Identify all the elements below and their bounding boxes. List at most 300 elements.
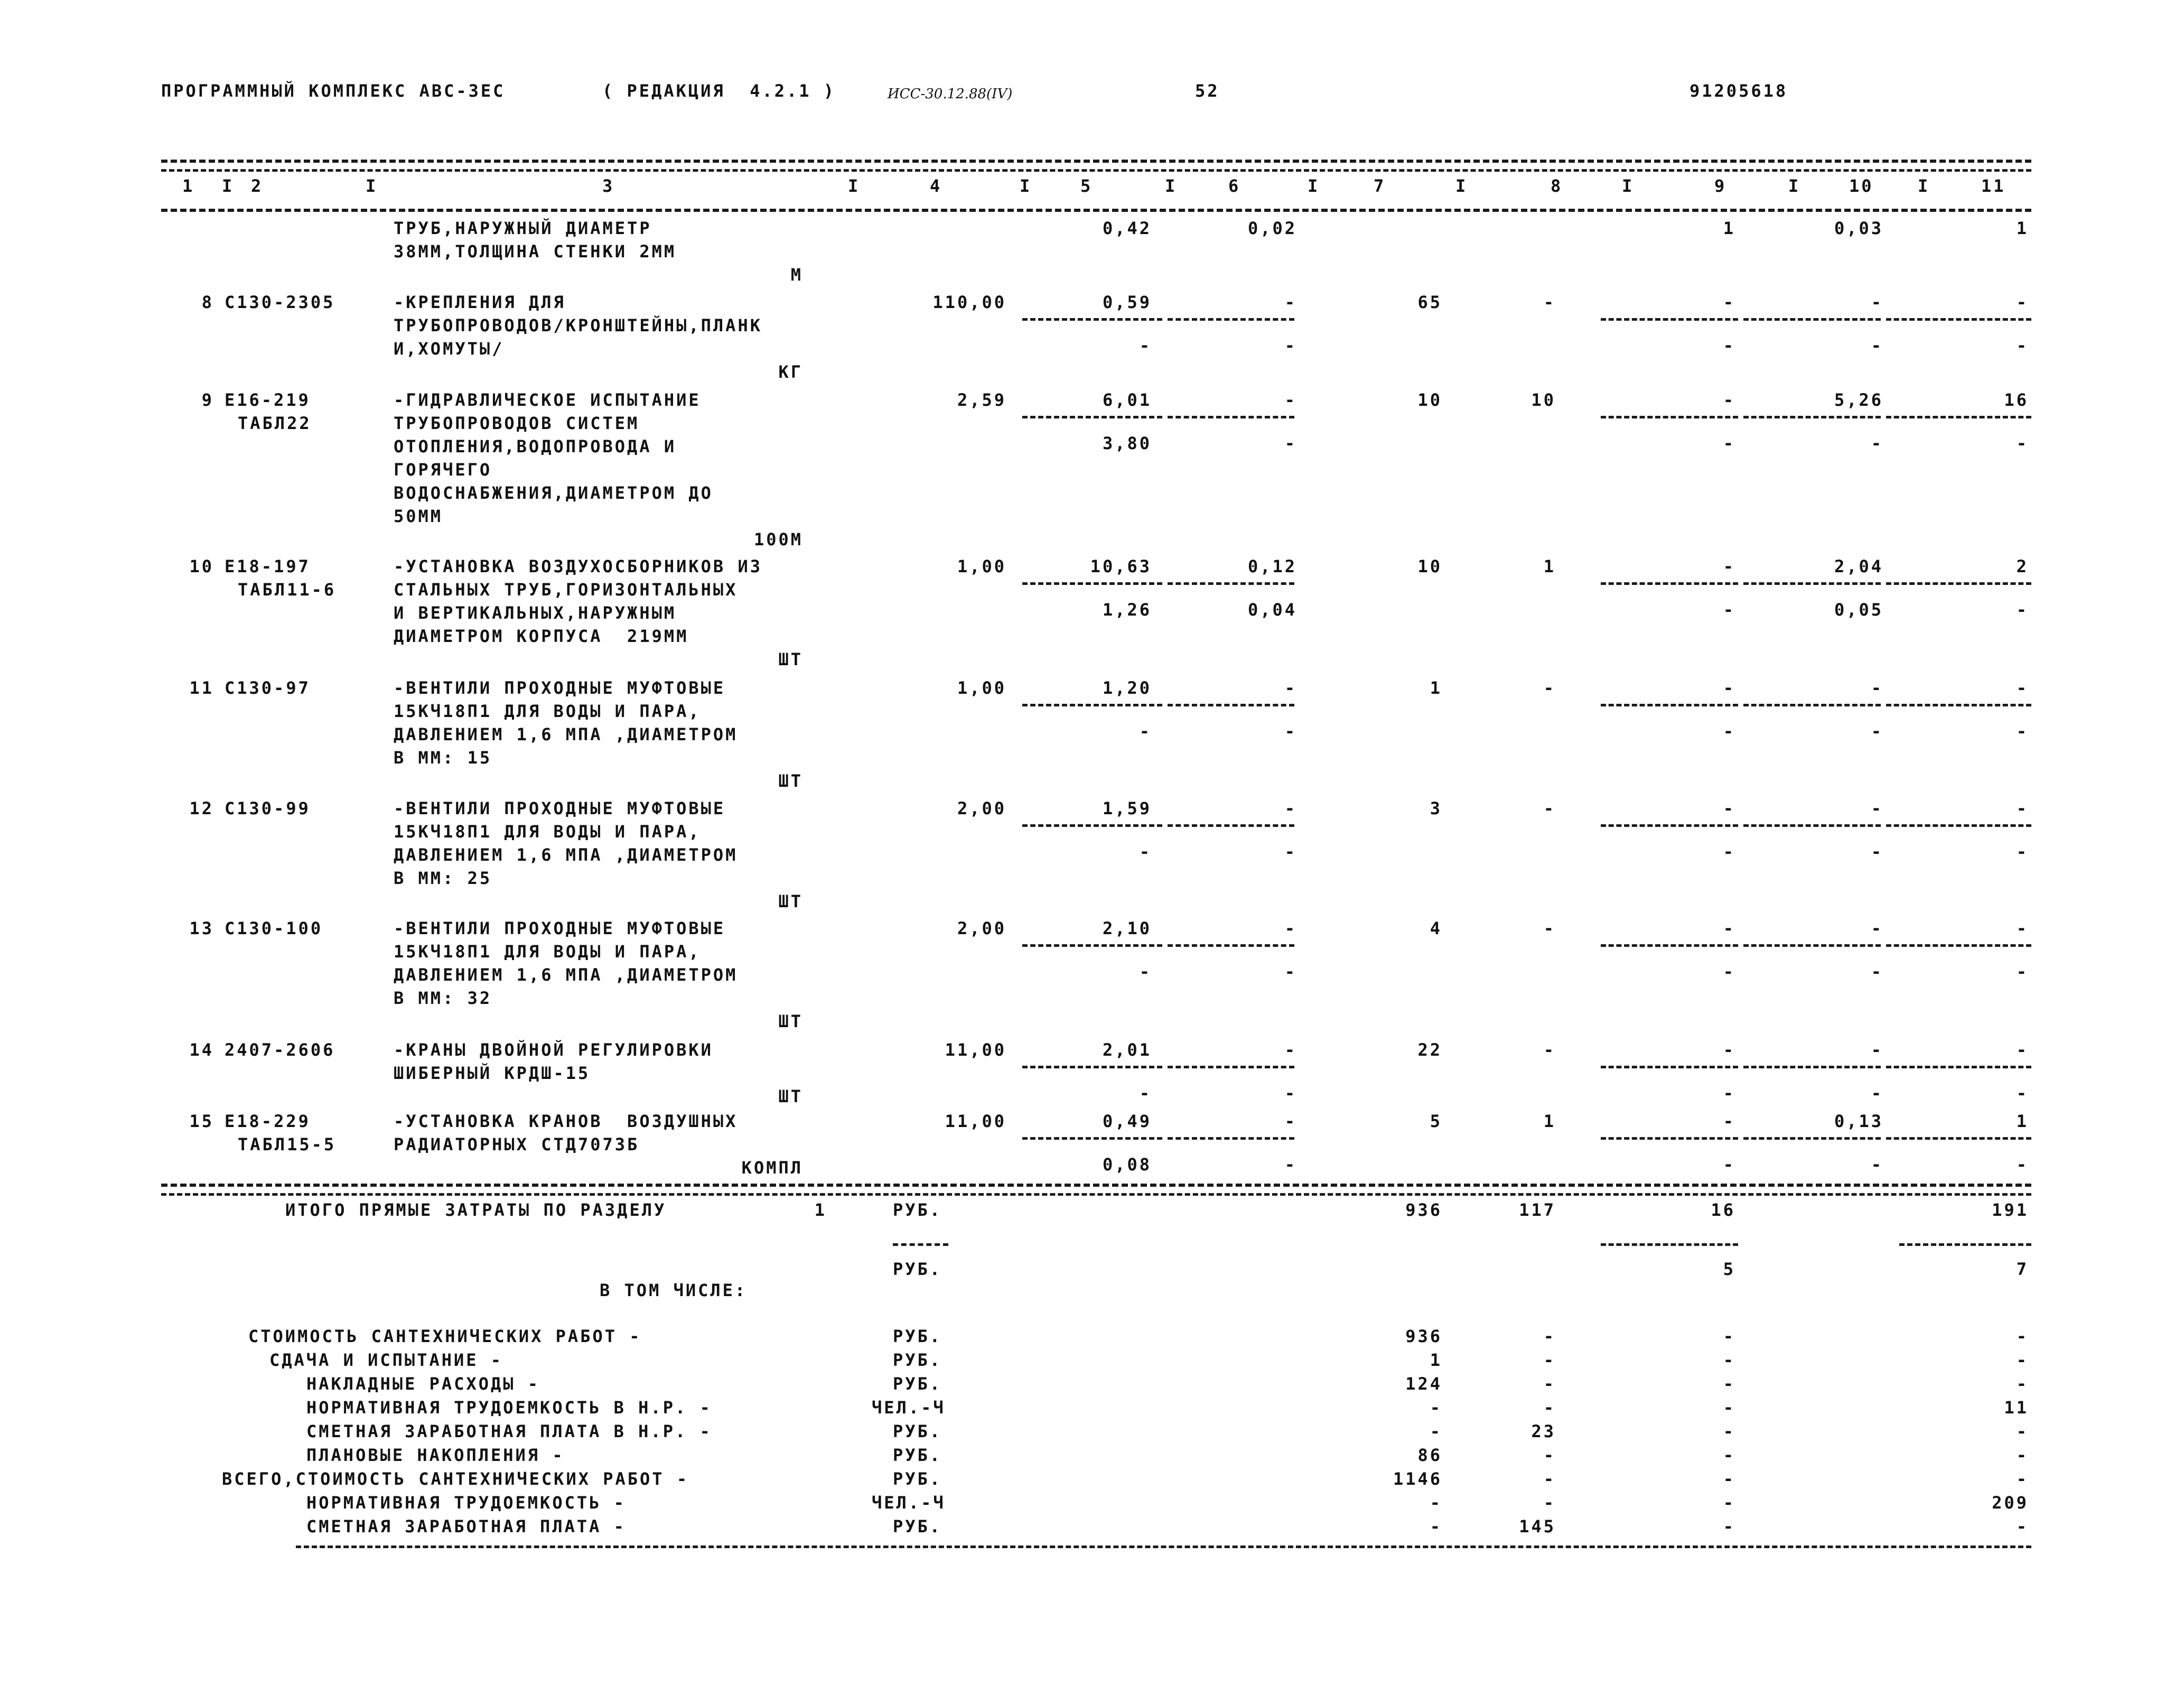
value-c8: 1 xyxy=(1543,556,1556,576)
split-rule xyxy=(1743,318,1881,321)
summary-c11: - xyxy=(2016,1469,2029,1489)
split-rule xyxy=(1168,318,1294,321)
split-rule xyxy=(1022,704,1162,706)
summary-c11: 11 xyxy=(2004,1398,2029,1418)
work-description: -ГИДРАВЛИЧЕСКОЕ ИСПЫТАНИЕ xyxy=(394,390,701,410)
value-c7: 10 xyxy=(1417,556,1442,576)
value-c10a: 5,26 xyxy=(1834,390,1883,410)
work-description: ГОРЯЧЕГО xyxy=(394,460,492,480)
column-number: 8 xyxy=(1551,176,1563,196)
row-number: 13 xyxy=(189,918,214,938)
value-c8: 10 xyxy=(1531,390,1556,410)
unit-of-measure: М xyxy=(790,265,803,285)
split-rule xyxy=(1743,416,1881,418)
column-separator: I xyxy=(1308,176,1320,196)
work-description: -ВЕНТИЛИ ПРОХОДНЫЕ МУФТОВЫЕ xyxy=(394,918,726,938)
rate-code: С130-100 xyxy=(225,918,323,938)
value-c6b: - xyxy=(1284,721,1297,741)
value-c5b: - xyxy=(1139,336,1152,356)
column-separator: I xyxy=(1455,176,1468,196)
summary-label: НОРМАТИВНАЯ ТРУДОЕМКОСТЬ В Н.Р. - xyxy=(306,1398,712,1418)
value-c11a: - xyxy=(2016,678,2029,698)
value-c9b: - xyxy=(1723,962,1735,982)
column-separator: I xyxy=(1165,176,1178,196)
split-rule xyxy=(1743,944,1881,947)
summary-c9: - xyxy=(1723,1398,1735,1418)
document-number: 91205618 xyxy=(1690,81,1788,101)
summary-c11: - xyxy=(2016,1326,2029,1346)
row-number: 10 xyxy=(189,556,214,576)
split-rule xyxy=(1601,416,1738,418)
work-description: РАДИАТОРНЫХ СТД7073Б xyxy=(394,1134,640,1155)
column-separator: I xyxy=(1918,176,1930,196)
value-c11b: - xyxy=(2016,1083,2029,1103)
summary-c8: 23 xyxy=(1531,1421,1556,1441)
value-c8: - xyxy=(1543,1040,1556,1060)
summary-unit: РУБ. xyxy=(893,1374,942,1394)
summary-label: ПЛАНОВЫЕ НАКОПЛЕНИЯ - xyxy=(306,1445,565,1465)
value-c6b: - xyxy=(1284,336,1297,356)
value-c6a: 0,12 xyxy=(1247,556,1297,576)
summary-c7: - xyxy=(1430,1493,1442,1513)
value-c6b: - xyxy=(1284,962,1297,982)
summary-label: НАКЛАДНЫЕ РАСХОДЫ - xyxy=(306,1374,540,1394)
split-rule xyxy=(1601,704,1738,706)
work-description: В ММ: 15 xyxy=(394,748,492,768)
quantity: 11,00 xyxy=(945,1040,1006,1060)
work-description: 38ММ,ТОЛЩИНА СТЕНКИ 2ММ xyxy=(394,241,677,262)
value-c9b: - xyxy=(1723,1083,1735,1103)
split-rule xyxy=(1743,1137,1881,1140)
summary-unit: РУБ. xyxy=(893,1445,942,1465)
value-c9a: 1 xyxy=(1723,218,1735,238)
summary-c11: - xyxy=(2016,1421,2029,1441)
summary-c9: - xyxy=(1723,1326,1735,1346)
summary-unit: РУБ. xyxy=(893,1350,942,1370)
column-number: 4 xyxy=(930,176,942,196)
value-c9a: - xyxy=(1723,918,1735,938)
totals-split-rule xyxy=(1899,1243,2031,1246)
summary-unit: РУБ. xyxy=(893,1469,942,1489)
value-c5a: 0,42 xyxy=(1102,218,1152,238)
value-c11b: - xyxy=(2016,842,2029,862)
work-description: -КРЕПЛЕНИЯ ДЛЯ xyxy=(394,292,566,312)
split-rule xyxy=(1886,944,2031,947)
totals-rule-2 xyxy=(161,1193,2031,1196)
split-rule xyxy=(1601,582,1738,585)
split-rule xyxy=(1022,582,1162,585)
work-description: ДАВЛЕНИЕМ 1,6 МПА ,ДИАМЕТРОМ xyxy=(394,845,738,865)
split-rule xyxy=(1743,824,1881,827)
summary-c7: 1 xyxy=(1430,1350,1442,1370)
quantity: 110,00 xyxy=(932,292,1006,312)
header-bottom-rule xyxy=(161,209,2031,212)
summary-c9: - xyxy=(1723,1493,1735,1513)
value-c6a: - xyxy=(1284,1111,1297,1131)
value-c6b: - xyxy=(1284,1083,1297,1103)
including-label: В ТОМ ЧИСЛЕ: xyxy=(600,1280,748,1300)
value-c6b: - xyxy=(1284,1155,1297,1175)
quantity: 1,00 xyxy=(957,678,1006,698)
split-rule xyxy=(1022,1137,1162,1140)
value-c11b: - xyxy=(2016,721,2029,741)
program-name: ПРОГРАММНЫЙ КОМПЛЕКС АВС-3ЕС xyxy=(161,81,506,101)
summary-c9: - xyxy=(1723,1469,1735,1489)
summary-unit: РУБ. xyxy=(893,1421,942,1441)
value-c10b: - xyxy=(1871,336,1883,356)
quantity: 2,00 xyxy=(957,798,1006,818)
table-top-rule xyxy=(161,160,2031,163)
handwritten-note: ИСС-30.12.88(IV) xyxy=(888,86,1013,102)
work-description: И ВЕРТИКАЛЬНЫХ,НАРУЖНЫМ xyxy=(394,603,677,623)
column-separator: I xyxy=(848,176,861,196)
summary-c8: - xyxy=(1543,1493,1556,1513)
value-c8: 1 xyxy=(1543,1111,1556,1131)
summary-c9: - xyxy=(1723,1421,1735,1441)
unit-of-measure: ШТ xyxy=(778,771,803,791)
totals-split-rule xyxy=(1601,1243,1738,1246)
work-description: В ММ: 32 xyxy=(394,988,492,1008)
value-c9a: - xyxy=(1723,292,1735,312)
split-rule xyxy=(1022,1066,1162,1068)
summary-c11: - xyxy=(2016,1445,2029,1465)
totals-c9b: 5 xyxy=(1723,1259,1735,1279)
split-rule xyxy=(1168,582,1294,585)
split-rule xyxy=(1743,704,1881,706)
value-c10b: 0,05 xyxy=(1834,600,1883,620)
value-c8: - xyxy=(1543,798,1556,818)
work-description: -УСТАНОВКА КРАНОВ ВОЗДУШНЫХ xyxy=(394,1111,738,1131)
rate-code: С130-97 xyxy=(225,678,311,698)
work-description: 15КЧ18П1 ДЛЯ ВОДЫ И ПАРА, xyxy=(394,942,701,962)
unit-of-measure: ШТ xyxy=(778,1011,803,1031)
value-c9a: - xyxy=(1723,390,1735,410)
column-separator: I xyxy=(1788,176,1801,196)
value-c11a: - xyxy=(2016,1040,2029,1060)
value-c5b: - xyxy=(1139,962,1152,982)
totals-split-rule xyxy=(893,1243,948,1246)
summary-c8: - xyxy=(1543,1445,1556,1465)
value-c7: 4 xyxy=(1430,918,1442,938)
value-c5a: 0,49 xyxy=(1102,1111,1152,1131)
summary-label: СТОИМОСТЬ САНТЕХНИЧЕСКИХ РАБОТ - xyxy=(248,1326,642,1346)
split-rule xyxy=(1022,824,1162,827)
summary-c8: - xyxy=(1543,1469,1556,1489)
split-rule xyxy=(1886,1066,2031,1068)
value-c10a: - xyxy=(1871,292,1883,312)
bottom-rule xyxy=(296,1546,2031,1548)
rate-table: ТАБЛ22 xyxy=(238,413,312,433)
value-c6a: - xyxy=(1284,918,1297,938)
totals-c8: 117 xyxy=(1519,1200,1556,1220)
split-rule xyxy=(1601,1066,1738,1068)
value-c5b: 0,08 xyxy=(1102,1155,1152,1175)
unit-of-measure: ШТ xyxy=(778,649,803,669)
value-c6a: - xyxy=(1284,798,1297,818)
value-c10a: 0,03 xyxy=(1834,218,1883,238)
value-c8: - xyxy=(1543,292,1556,312)
work-description: 50ММ xyxy=(394,506,443,526)
unit-of-measure: КОМПЛ xyxy=(741,1158,803,1178)
split-rule xyxy=(1886,416,2031,418)
split-rule xyxy=(1022,416,1162,418)
value-c11a: 1 xyxy=(2016,218,2029,238)
value-c11a: - xyxy=(2016,798,2029,818)
work-description: ДАВЛЕНИЕМ 1,6 МПА ,ДИАМЕТРОМ xyxy=(394,724,738,744)
row-number: 12 xyxy=(189,798,214,818)
value-c11a: 2 xyxy=(2016,556,2029,576)
value-c7: 22 xyxy=(1417,1040,1442,1060)
value-c10a: 2,04 xyxy=(1834,556,1883,576)
totals-rule xyxy=(161,1184,2031,1187)
split-rule xyxy=(1601,944,1738,947)
totals-c7: 936 xyxy=(1405,1200,1442,1220)
summary-c7: - xyxy=(1430,1398,1442,1418)
summary-c7: 1146 xyxy=(1393,1469,1442,1489)
value-c10a: - xyxy=(1871,798,1883,818)
work-description: СТАЛЬНЫХ ТРУБ,ГОРИЗОНТАЛЬНЫХ xyxy=(394,580,738,600)
column-number: 10 xyxy=(1849,176,1874,196)
value-c6b: 0,04 xyxy=(1247,600,1297,620)
value-c7: 10 xyxy=(1417,390,1442,410)
value-c11b: - xyxy=(2016,1155,2029,1175)
value-c5a: 0,59 xyxy=(1102,292,1152,312)
split-rule xyxy=(1743,1066,1881,1068)
value-c9b: - xyxy=(1723,1155,1735,1175)
table-top-rule-2 xyxy=(161,169,2031,172)
split-rule xyxy=(1601,1137,1738,1140)
work-description: ШИБЕРНЫЙ КРДШ-15 xyxy=(394,1063,591,1083)
work-description: ДАВЛЕНИЕМ 1,6 МПА ,ДИАМЕТРОМ xyxy=(394,965,738,985)
value-c11a: - xyxy=(2016,918,2029,938)
rate-code: 2407-2606 xyxy=(225,1040,335,1060)
split-rule xyxy=(1168,416,1294,418)
totals-unit-2: РУБ. xyxy=(893,1259,942,1279)
value-c9b: - xyxy=(1723,721,1735,741)
value-c5b: 3,80 xyxy=(1102,433,1152,453)
summary-c8: - xyxy=(1543,1374,1556,1394)
value-c9a: - xyxy=(1723,1111,1735,1131)
column-number: 1 xyxy=(182,176,195,196)
summary-c8: - xyxy=(1543,1350,1556,1370)
column-separator: I xyxy=(222,176,235,196)
edition-label: ( РЕДАКЦИЯ 4.2.1 ) xyxy=(602,81,836,101)
totals-c9: 16 xyxy=(1711,1200,1735,1220)
work-description: И,ХОМУТЫ/ xyxy=(394,339,505,359)
row-number: 8 xyxy=(201,292,214,312)
work-description: ОТОПЛЕНИЯ,ВОДОПРОВОДА И xyxy=(394,436,677,457)
work-description: -ВЕНТИЛИ ПРОХОДНЫЕ МУФТОВЫЕ xyxy=(394,678,726,698)
totals-label: ИТОГО ПРЯМЫЕ ЗАТРАТЫ ПО РАЗДЕЛУ xyxy=(285,1200,667,1220)
row-number: 11 xyxy=(189,678,214,698)
page-number: 52 xyxy=(1195,81,1220,101)
work-description: ВОДОСНАБЖЕНИЯ,ДИАМЕТРОМ ДО xyxy=(394,483,713,503)
split-rule xyxy=(1168,824,1294,827)
value-c5b: - xyxy=(1139,1083,1152,1103)
value-c10a: - xyxy=(1871,678,1883,698)
value-c6a: - xyxy=(1284,292,1297,312)
quantity: 11,00 xyxy=(945,1111,1006,1131)
work-description: ТРУБОПРОВОДОВ СИСТЕМ xyxy=(394,413,640,433)
value-c9b: - xyxy=(1723,842,1735,862)
value-c6b: - xyxy=(1284,433,1297,453)
unit-of-measure: ШТ xyxy=(778,891,803,911)
value-c9b: - xyxy=(1723,336,1735,356)
value-c10a: - xyxy=(1871,1040,1883,1060)
summary-c11: - xyxy=(2016,1350,2029,1370)
summary-c7: 936 xyxy=(1405,1326,1442,1346)
unit-of-measure: ШТ xyxy=(778,1086,803,1106)
split-rule xyxy=(1886,1137,2031,1140)
value-c11b: - xyxy=(2016,600,2029,620)
summary-c7: 124 xyxy=(1405,1374,1442,1394)
totals-c11: 191 xyxy=(1992,1200,2029,1220)
column-number: 9 xyxy=(1714,176,1727,196)
value-c5a: 1,59 xyxy=(1102,798,1152,818)
row-number: 15 xyxy=(189,1111,214,1131)
rate-table: ТАБЛ15-5 xyxy=(238,1134,337,1155)
summary-c9: - xyxy=(1723,1516,1735,1537)
value-c11a: 16 xyxy=(2004,390,2029,410)
summary-c11: - xyxy=(2016,1374,2029,1394)
value-c9a: - xyxy=(1723,1040,1735,1060)
summary-c7: 86 xyxy=(1417,1445,1442,1465)
value-c7: 3 xyxy=(1430,798,1442,818)
value-c10b: - xyxy=(1871,433,1883,453)
value-c10b: - xyxy=(1871,842,1883,862)
unit-of-measure: КГ xyxy=(778,362,803,382)
value-c10b: - xyxy=(1871,962,1883,982)
column-number: 11 xyxy=(1981,176,2006,196)
value-c6a: - xyxy=(1284,1040,1297,1060)
summary-c9: - xyxy=(1723,1445,1735,1465)
split-rule xyxy=(1168,704,1294,706)
row-number: 9 xyxy=(201,390,214,410)
rate-code: Е16-219 xyxy=(225,390,311,410)
value-c7: 1 xyxy=(1430,678,1442,698)
unit-of-measure: 100М xyxy=(753,529,803,550)
split-rule xyxy=(1022,944,1162,947)
value-c5b: - xyxy=(1139,721,1152,741)
value-c10a: - xyxy=(1871,918,1883,938)
column-number: 7 xyxy=(1374,176,1386,196)
summary-c8: - xyxy=(1543,1326,1556,1346)
summary-c11: - xyxy=(2016,1516,2029,1537)
rate-code: Е18-229 xyxy=(225,1111,311,1131)
value-c5b: 1,26 xyxy=(1102,600,1152,620)
value-c5a: 10,63 xyxy=(1090,556,1152,576)
value-c5a: 6,01 xyxy=(1102,390,1152,410)
value-c11a: 1 xyxy=(2016,1111,2029,1131)
work-description: 15КЧ18П1 ДЛЯ ВОДЫ И ПАРА, xyxy=(394,822,701,842)
value-c9b: - xyxy=(1723,433,1735,453)
value-c8: - xyxy=(1543,918,1556,938)
summary-c7: - xyxy=(1430,1421,1442,1441)
quantity: 2,59 xyxy=(957,390,1006,410)
column-separator: I xyxy=(1622,176,1635,196)
rate-code: С130-99 xyxy=(225,798,311,818)
value-c11b: - xyxy=(2016,433,2029,453)
summary-unit: РУБ. xyxy=(893,1516,942,1537)
summary-unit: РУБ. xyxy=(893,1326,942,1346)
summary-label: ВСЕГО,СТОИМОСТЬ САНТЕХНИЧЕСКИХ РАБОТ - xyxy=(222,1469,689,1489)
split-rule xyxy=(1168,1137,1294,1140)
value-c10b: - xyxy=(1871,1155,1883,1175)
totals-c11b: 7 xyxy=(2016,1259,2029,1279)
split-rule xyxy=(1168,944,1294,947)
column-separator: I xyxy=(1020,176,1032,196)
split-rule xyxy=(1886,318,2031,321)
value-c6a: 0,02 xyxy=(1247,218,1297,238)
summary-c8: - xyxy=(1543,1398,1556,1418)
summary-c9: - xyxy=(1723,1374,1735,1394)
value-c11a: - xyxy=(2016,292,2029,312)
value-c7: 65 xyxy=(1417,292,1442,312)
row-number: 14 xyxy=(189,1040,214,1060)
value-c11b: - xyxy=(2016,336,2029,356)
split-rule xyxy=(1886,582,2031,585)
value-c6a: - xyxy=(1284,390,1297,410)
summary-c7: - xyxy=(1430,1516,1442,1537)
column-number: 5 xyxy=(1080,176,1093,196)
work-description: 15КЧ18П1 ДЛЯ ВОДЫ И ПАРА, xyxy=(394,701,701,721)
split-rule xyxy=(1168,1066,1294,1068)
value-c7: 5 xyxy=(1430,1111,1442,1131)
rate-table: ТАБЛ11-6 xyxy=(238,580,337,600)
split-rule xyxy=(1886,704,2031,706)
work-description: В ММ: 25 xyxy=(394,868,492,888)
summary-label: СМЕТНАЯ ЗАРАБОТНАЯ ПЛАТА - xyxy=(306,1516,626,1537)
column-number: 2 xyxy=(251,176,264,196)
value-c9a: - xyxy=(1723,556,1735,576)
summary-label: СДАЧА И ИСПЫТАНИЕ - xyxy=(269,1350,503,1370)
split-rule xyxy=(1022,318,1162,321)
split-rule xyxy=(1743,582,1881,585)
totals-unit: РУБ. xyxy=(893,1200,942,1220)
work-description: ДИАМЕТРОМ КОРПУСА 219ММ xyxy=(394,626,689,646)
value-c5a: 2,01 xyxy=(1102,1040,1152,1060)
split-rule xyxy=(1601,824,1738,827)
value-c10b: - xyxy=(1871,1083,1883,1103)
column-number: 6 xyxy=(1228,176,1241,196)
summary-c11: 209 xyxy=(1992,1493,2029,1513)
split-rule xyxy=(1601,318,1738,321)
quantity: 2,00 xyxy=(957,918,1006,938)
value-c11b: - xyxy=(2016,962,2029,982)
value-c6a: - xyxy=(1284,678,1297,698)
work-description: -ВЕНТИЛИ ПРОХОДНЫЕ МУФТОВЫЕ xyxy=(394,798,726,818)
work-description: -УСТАНОВКА ВОЗДУХОСБОРНИКОВ ИЗ xyxy=(394,556,762,576)
quantity: 1,00 xyxy=(957,556,1006,576)
work-description: -КРАНЫ ДВОЙНОЙ РЕГУЛИРОВКИ xyxy=(394,1040,713,1060)
summary-label: СМЕТНАЯ ЗАРАБОТНАЯ ПЛАТА В Н.Р. - xyxy=(306,1421,712,1441)
work-description: ТРУБОПРОВОДОВ/КРОНШТЕЙНЫ,ПЛАНК xyxy=(394,315,762,336)
rate-code: С130-2305 xyxy=(225,292,335,312)
summary-c9: - xyxy=(1723,1350,1735,1370)
value-c9b: - xyxy=(1723,600,1735,620)
value-c9a: - xyxy=(1723,798,1735,818)
value-c6b: - xyxy=(1284,842,1297,862)
work-description: ТРУБ,НАРУЖНЫЙ ДИАМЕТР xyxy=(394,218,652,238)
totals-section: 1 xyxy=(814,1200,827,1220)
summary-label: НОРМАТИВНАЯ ТРУДОЕМКОСТЬ - xyxy=(306,1493,626,1513)
value-c8: - xyxy=(1543,678,1556,698)
summary-unit: ЧЕЛ.-Ч xyxy=(872,1493,946,1513)
value-c5b: - xyxy=(1139,842,1152,862)
split-rule xyxy=(1886,824,2031,827)
rate-code: Е18-197 xyxy=(225,556,311,576)
value-c9a: - xyxy=(1723,678,1735,698)
